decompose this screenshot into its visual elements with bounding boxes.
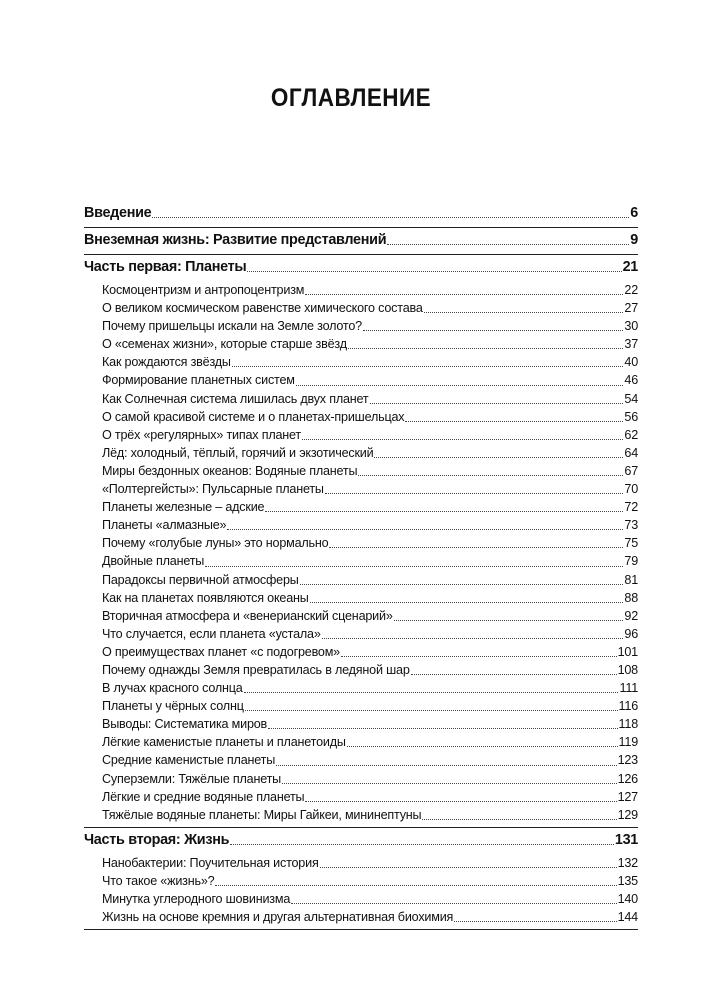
dot-leader [232, 365, 624, 367]
toc-entry-title: О преимуществах планет «с подогревом» [102, 644, 340, 659]
toc-entry[interactable] [84, 751, 638, 769]
toc-section-title: Внеземная жизнь: Развитие представлений [84, 232, 387, 248]
dot-leader [300, 583, 624, 585]
dot-leader [305, 293, 623, 295]
toc-entry-title: Выводы: Систематика миров [102, 717, 268, 732]
toc-subentries [84, 854, 638, 929]
toc-entry[interactable] [84, 552, 638, 570]
toc-entry[interactable] [84, 534, 638, 552]
dot-leader [268, 727, 617, 729]
toc-entry[interactable] [84, 408, 638, 426]
toc-entry[interactable] [84, 589, 638, 607]
toc-page-number: 135 [617, 873, 638, 888]
dot-leader [215, 884, 616, 886]
toc-page-number: 144 [617, 910, 638, 925]
toc-page-number: 27 [624, 301, 638, 316]
toc-section-heading[interactable] [84, 203, 638, 227]
dot-leader [424, 311, 624, 313]
toc-entry-title: О «семенах жизни», которые старше звёзд [102, 337, 347, 352]
toc-entry[interactable] [84, 480, 638, 498]
toc-page-number: 64 [624, 445, 638, 460]
toc-entry[interactable] [84, 854, 638, 872]
toc-entry[interactable] [84, 643, 638, 661]
dot-leader [247, 270, 621, 272]
toc-entry-title: Миры бездонных океанов: Водяные планеты [102, 463, 358, 478]
dot-leader [405, 420, 623, 422]
toc-page-number: 131 [614, 831, 638, 848]
toc-subentries [84, 281, 638, 827]
dot-leader [341, 655, 617, 657]
toc-entry[interactable] [84, 806, 638, 824]
toc-entry[interactable] [84, 426, 638, 444]
toc-entry-title: Жизнь на основе кремния и другая альтернативная биохимия [102, 910, 454, 925]
toc-page-number: 72 [624, 500, 638, 515]
toc-page-number: 73 [624, 518, 638, 533]
toc-entry-title: О самой красивой системе и о планетах-пришельцах [102, 409, 405, 424]
toc-section-title: Часть первая: Планеты [84, 259, 247, 275]
toc-page-number: 22 [624, 283, 638, 297]
toc-entry-title: О великом космическом равенстве химического состава [102, 301, 423, 316]
dot-leader [363, 329, 623, 331]
toc-entry-title: Нанобактерии: Поучительная история [102, 855, 319, 870]
toc-entry-title: Как рождаются звёзды [102, 355, 231, 370]
toc-page-number: 46 [624, 373, 638, 388]
toc-entry-title: Вторичная атмосфера и «венерианский сценарий» [102, 608, 393, 623]
toc-page-number: 40 [624, 355, 638, 370]
toc-page-number: 56 [624, 409, 638, 424]
toc-entry[interactable] [84, 770, 638, 788]
dot-leader [245, 709, 618, 711]
toc-page-number: 70 [624, 482, 638, 497]
toc-page-number: 101 [617, 644, 638, 659]
toc-page-number: 119 [618, 735, 638, 750]
toc-page-number: 129 [617, 807, 638, 822]
dot-leader [296, 384, 624, 386]
toc-page-number: 123 [617, 753, 638, 768]
toc-page-number: 81 [624, 572, 638, 587]
toc-page-number: 37 [624, 337, 638, 352]
toc-entry[interactable] [84, 625, 638, 643]
toc-page-number: 88 [624, 590, 638, 605]
dot-leader [230, 843, 614, 845]
toc-section-heading[interactable] [84, 228, 638, 254]
toc-section-heading[interactable] [84, 828, 638, 854]
toc-entry[interactable] [84, 353, 638, 371]
toc-entry-title: В лучах красного солнца [102, 681, 243, 696]
toc-page-number: 108 [617, 662, 638, 677]
toc-entry-title: Средние каменистые планеты [102, 753, 276, 768]
toc-page-number: 118 [618, 717, 638, 732]
toc-page-number: 6 [630, 205, 638, 221]
toc-page-number: 126 [617, 771, 638, 786]
toc-entry-title: Как на планетах появляются океаны [102, 590, 309, 605]
dot-leader [152, 216, 629, 218]
dot-leader [325, 492, 624, 494]
toc-entry[interactable] [84, 715, 638, 733]
toc-section [84, 255, 638, 828]
dot-leader [320, 866, 617, 868]
toc-entry[interactable] [84, 444, 638, 462]
toc-page-number: 9 [630, 232, 638, 248]
dot-leader [358, 474, 623, 476]
dot-leader [394, 619, 624, 621]
dot-leader [265, 510, 623, 512]
toc-page-number: 62 [624, 427, 638, 442]
toc-page-number: 67 [624, 463, 638, 478]
toc-entry-title: Планеты железные – адские [102, 500, 265, 515]
dot-leader [310, 601, 624, 603]
toc-entry[interactable] [84, 661, 638, 679]
toc-entry-title: Парадоксы первичной атмосферы [102, 572, 299, 587]
toc-entry[interactable] [84, 390, 638, 408]
toc-page-number: 132 [617, 855, 638, 870]
toc-entry[interactable] [84, 317, 638, 335]
table-of-contents [84, 203, 638, 930]
dot-leader [422, 818, 616, 820]
toc-entry[interactable] [84, 679, 638, 697]
toc-page-number: 30 [624, 319, 638, 334]
dot-leader [291, 902, 616, 904]
toc-section [84, 228, 638, 255]
toc-entry-title: Космоцентризм и антропоцентризм [102, 283, 305, 297]
dot-leader [302, 438, 623, 440]
toc-page-number: 127 [617, 789, 638, 804]
toc-section-heading[interactable] [84, 255, 638, 281]
toc-entry[interactable] [84, 872, 638, 890]
toc-entry[interactable] [84, 788, 638, 806]
toc-entry-title: Тяжёлые водяные планеты: Миры Гайкеи, мининептуны [102, 807, 422, 822]
toc-entry-title: Планеты у чёрных солнц [102, 699, 244, 714]
toc-page-number: 54 [624, 391, 638, 406]
toc-entry-title: Что случается, если планета «устала» [102, 626, 321, 641]
toc-entry-title: Лёгкие каменистые планеты и планетоиды [102, 735, 346, 750]
toc-entry-title: Планеты «алмазные» [102, 518, 227, 533]
toc-entry-title: О трёх «регулярных» типах планет [102, 427, 301, 442]
toc-entry[interactable] [84, 335, 638, 353]
toc-entry-title: Суперземли: Тяжёлые планеты [102, 771, 282, 786]
toc-entry-title: «Полтергейсты»: Пульсарные планеты [102, 482, 324, 497]
toc-entry[interactable] [84, 498, 638, 516]
dot-leader [454, 920, 616, 922]
toc-page-number: 116 [618, 699, 638, 714]
dot-leader [411, 673, 617, 675]
toc-entry-title: Двойные планеты [102, 554, 205, 569]
dot-leader [322, 637, 624, 639]
toc-entry-title: Почему однажды Земля превратилась в ледяной шар [102, 662, 410, 677]
dot-leader [276, 764, 617, 766]
dot-leader [282, 782, 617, 784]
dot-leader [370, 402, 624, 404]
toc-page-number: 75 [624, 536, 638, 551]
dot-leader [387, 243, 629, 245]
toc-section-title: Часть вторая: Жизнь [84, 831, 230, 848]
toc-entry[interactable] [84, 299, 638, 317]
toc-entry[interactable] [84, 890, 638, 908]
toc-entry[interactable] [84, 462, 638, 480]
toc-page-number: 140 [617, 892, 638, 906]
dot-leader [347, 745, 618, 747]
toc-entry-title: Почему «голубые луны» это нормально [102, 536, 329, 551]
toc-entry-title: Формирование планетных систем [102, 373, 295, 388]
toc-entry-title: Что такое «жизнь»? [102, 873, 215, 888]
dot-leader [244, 691, 619, 693]
toc-section [84, 203, 638, 228]
dot-leader [374, 456, 623, 458]
toc-page-number: 21 [622, 259, 638, 275]
page-title: ОГЛАВЛЕНИЕ [270, 84, 432, 112]
toc-entry-title: Почему пришельцы искали на Земле золото? [102, 319, 362, 334]
dot-leader [305, 800, 616, 802]
toc-entry-title: Лёгкие и средние водяные планеты [102, 789, 305, 804]
dot-leader [348, 347, 624, 349]
toc-entry-title: Минутка углеродного шовинизма [102, 892, 291, 906]
toc-entry[interactable] [84, 571, 638, 589]
toc-entry[interactable] [84, 733, 638, 751]
toc-page-number: 96 [624, 626, 638, 641]
toc-entry-title: Как Солнечная система лишилась двух планет [102, 391, 369, 406]
toc-page-number: 111 [619, 681, 638, 696]
toc-entry[interactable] [84, 281, 638, 299]
toc-entry[interactable] [84, 607, 638, 625]
toc-entry[interactable] [84, 371, 638, 389]
toc-entry[interactable] [84, 697, 638, 715]
toc-section [84, 828, 638, 930]
toc-entry[interactable] [84, 908, 638, 926]
dot-leader [227, 528, 623, 530]
toc-entry-title: Лёд: холодный, тёплый, горячий и экзотический [102, 445, 374, 460]
dot-leader [205, 565, 623, 567]
toc-page-number: 92 [624, 608, 638, 623]
dot-leader [329, 546, 623, 548]
toc-page-number: 79 [624, 554, 638, 569]
toc-entry[interactable] [84, 516, 638, 534]
toc-section-title: Введение [84, 205, 152, 221]
